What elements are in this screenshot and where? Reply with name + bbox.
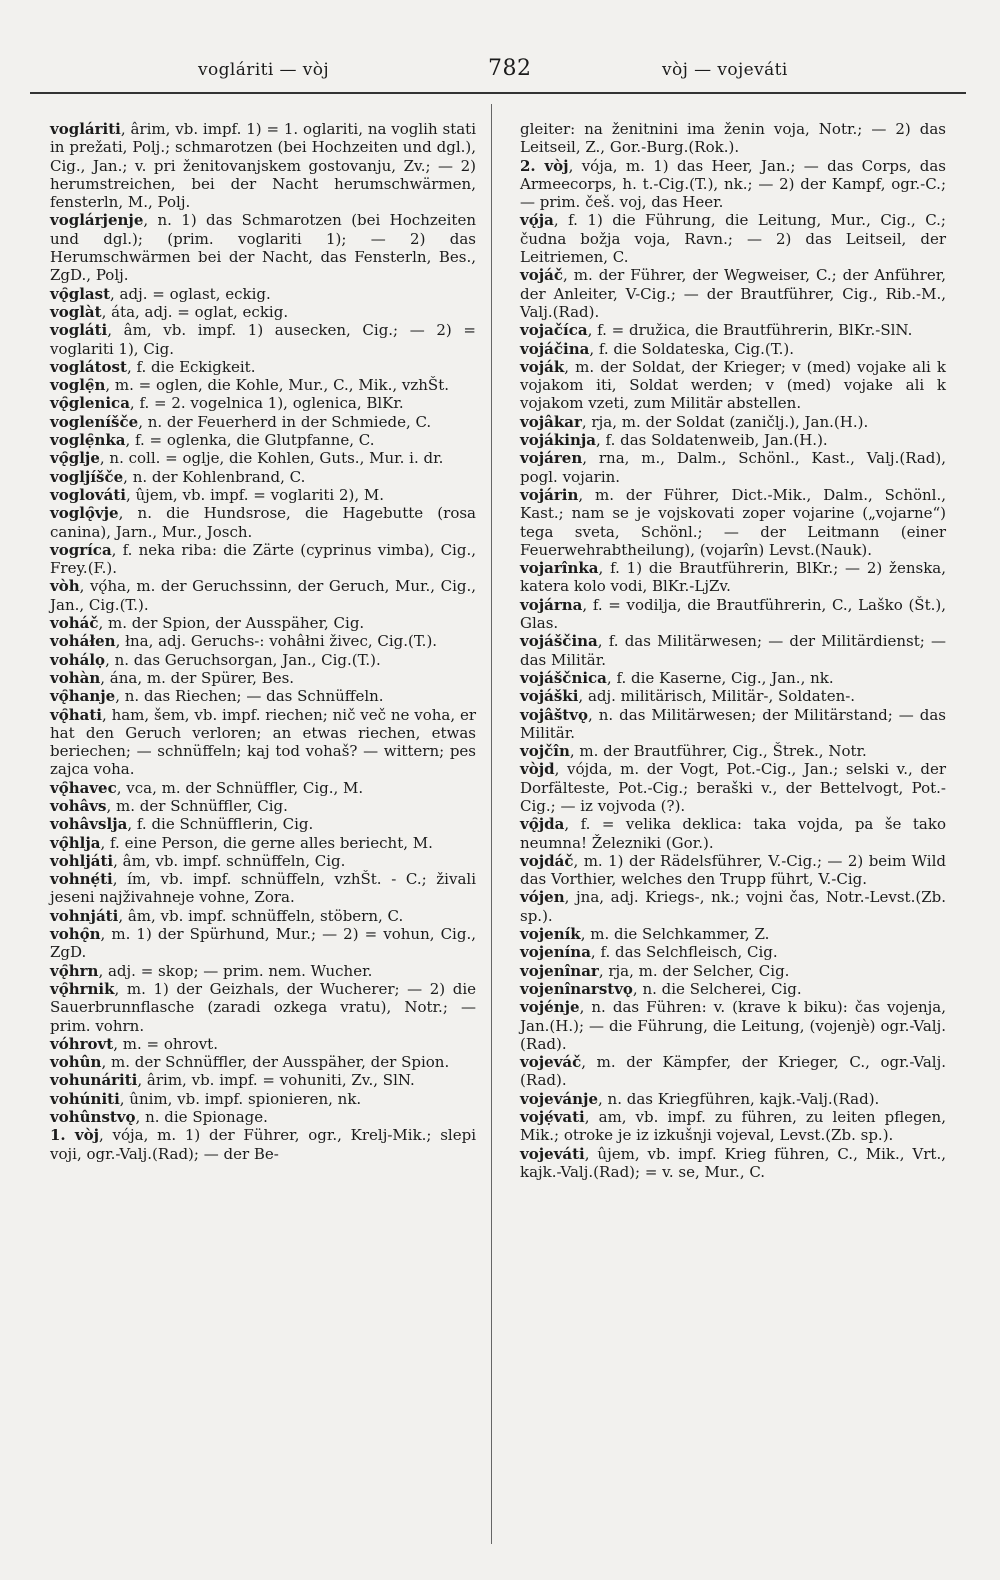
entry-headword: vohúniti — [50, 1089, 120, 1108]
dictionary-entry — [50, 1108, 476, 1126]
dictionary-entry — [50, 431, 476, 449]
dictionary-entry — [520, 120, 946, 157]
dictionary-entry — [50, 706, 476, 779]
entry-headword: vohljáti — [50, 851, 114, 870]
entry-definition: , f. das Soldatenweib, Jan.(H.). — [596, 431, 828, 450]
entry-definition: , m. die Selchkammer, Z. — [580, 925, 770, 944]
entry-definition: , adj. = skop; — prim. nem. Wucher. — [98, 961, 373, 980]
entry-definition: , m. der Führer, der Wegweiser, C.; der Anführer, der Anleiter, V-Cig.; — der Brautführer, Cig., Rib.-M., Valj.(Rad). — [520, 266, 946, 321]
entry-definition: , n. coll. = oglje, die Kohlen, Guts., Mur. i. dr. — [99, 449, 444, 468]
dictionary-entry — [50, 925, 476, 962]
entry-headword: vǫ̑jda — [520, 815, 565, 834]
dictionary-entry — [520, 998, 946, 1053]
entry-definition: , m. der Soldat, der Krieger; v (med) vojake ali k vojakom iti, Soldat werden; v (med) vojake ali k vojakom vzeti, zum Militär abstellen. — [520, 357, 946, 413]
dictionary-entry — [50, 321, 476, 358]
entry-headword: vohâvslja — [50, 815, 128, 834]
entry-definition: , ána, m. der Spürer, Bes. — [100, 668, 295, 687]
entry-headword: vǫ̑hrn — [50, 961, 99, 980]
dictionary-entry — [520, 980, 946, 998]
entry-definition: , n. das Geruchsorgan, Jan., Cig.(T.). — [105, 650, 381, 669]
entry-headword: vohunáriti — [50, 1071, 138, 1090]
entry-headword: vóhrovt — [50, 1034, 114, 1053]
entry-definition: , n. das Führen: v. (krave k biku): čas vojenja, Jan.(H.); — die Führung, die Leitung, (vojenjè) ogr.-Valj.(Rad). — [520, 998, 946, 1053]
entry-definition: , vója, m. 1) das Heer, Jan.; — das Corps, das Armeecorps, h. t.-Cig.(T.), nk.; — 2) der Kampf, ogr.-C.; — prim. češ. voj, das Heer. — [520, 156, 947, 212]
entry-headword: vǫ̑glje — [50, 449, 100, 468]
entry-definition: , áta, adj. = oglat, eckig. — [101, 302, 289, 321]
entry-headword: voháłen — [50, 632, 116, 651]
dictionary-entry — [50, 285, 476, 303]
entry-headword: vojevánje — [520, 1089, 599, 1108]
entry-definition: , m. der Spion, der Ausspäher, Cig. — [98, 614, 365, 633]
entry-definition: , f. = oglenka, die Glutpfanne, C. — [125, 431, 375, 450]
entry-definition: , f. = velika deklica: taka vojda, pa še tako neumna! Železniki (Gor.). — [520, 815, 946, 852]
entry-definition: , rja, m. der Selcher, Cig. — [598, 961, 790, 980]
entry-definition: , âm, vb. impf. 1) ausecken, Cig.; — 2) = voglariti 1), Cig. — [50, 321, 476, 358]
entry-headword: vǫ̑glenica — [50, 394, 130, 413]
entry-definition: , f. das Selchfleisch, Cig. — [590, 943, 778, 962]
entry-headword: vogljíšče — [50, 467, 124, 486]
dictionary-entry — [50, 687, 476, 705]
entry-headword: voháč — [50, 614, 99, 633]
entry-definition: , am, vb. impf. zu führen, zu leiten pflegen, Mik.; otroke je iz izkušnji vojeval, Levst.(Zb. sp.). — [520, 1108, 946, 1145]
dictionary-entry — [520, 687, 946, 705]
entry-definition: , jna, adj. Kriegs-, nk.; vojni čas, Notr.-Levst.(Zb. sp.). — [520, 888, 946, 925]
dictionary-entry — [50, 779, 476, 797]
entry-definition: , vója, m. 1) der Führer, ogr., Krelj-Mik.; slepi voji, ogr.-Valj.(Rad); — der Be- — [50, 1126, 477, 1163]
dictionary-entry — [520, 943, 946, 961]
right-column — [520, 120, 946, 1181]
entry-definition: , m. = oglen, die Kohle, Mur., C., Mik., vzhŠt. — [105, 376, 449, 395]
dictionary-entry — [520, 596, 946, 633]
entry-definition: , ârim, vb. impf. 1) = 1. oglariti, na voglih stati in prežati, Polj.; schmarotzen (bei Hochzeiten und dgl.), Cig., Jan.; v. pri ženitovanjskem gostovanju, Zv.; — 2) herumstreichen, bei der Nacht herumschwärmen, fensterln, M., Polj. — [50, 120, 476, 212]
dictionary-entry — [520, 632, 946, 669]
entry-definition: , rna, m., Dalm., Schönl., Kast., Valj.(Rad), pogl. vojarin. — [520, 449, 946, 486]
entry-headword: vojeváti — [520, 1144, 585, 1163]
entry-headword: vojáščnica — [520, 668, 607, 687]
entry-headword: voglováti — [50, 485, 126, 504]
entry-definition: , n. die Hundsrose, die Hagebutte (rosa canina), Jarn., Mur., Josch. — [50, 504, 476, 541]
entry-definition: , m. 1) der Spürhund, Mur.; — 2) = vohun, Cig., ZgD. — [50, 925, 476, 962]
entry-headword: voják — [520, 357, 565, 376]
dictionary-entry — [50, 394, 476, 412]
entry-definition: , n. der Kohlenbrand, C. — [123, 467, 306, 486]
entry-definition: , m. der Schnüffler, Cig. — [106, 796, 288, 815]
entry-definition: , f. das Militärwesen; — der Militärdienst; — das Militär. — [520, 632, 946, 669]
entry-definition: , n. der Feuerherd in der Schmiede, C. — [138, 412, 432, 431]
entry-headword: vojáčina — [520, 339, 590, 358]
entry-definition: , n. das Riechen; — das Schnüffeln. — [115, 687, 384, 706]
dictionary-entry — [520, 157, 946, 212]
entry-headword: vohàn — [50, 668, 101, 687]
dictionary-entry — [50, 541, 476, 578]
dictionary-entry — [50, 504, 476, 541]
entry-headword: vojákinja — [520, 431, 597, 450]
entry-definition: gleiter: na ženitnini ima ženin voja, Notr.; — 2) das Leitseil, Z., Gor.-Burg.(Rok.). — [520, 120, 946, 157]
entry-headword: voglǫ̑vje — [50, 504, 119, 523]
entry-definition: , m. der Schnüffler, der Ausspäher, der Spion. — [101, 1053, 450, 1072]
entry-headword: vogláriti — [50, 120, 121, 138]
entry-definition: , ârim, vb. impf. = vohuniti, Zv., SlN. — [137, 1071, 415, 1090]
entry-definition: , f. eine Person, die gerne alles beriecht, M. — [100, 833, 433, 852]
dictionary-entry — [520, 706, 946, 743]
entry-headword: vǫ̑hlja — [50, 833, 101, 852]
entry-headword: vohnjáti — [50, 906, 119, 925]
entry-headword: vojárna — [520, 595, 583, 614]
entry-definition: , ûnim, vb. impf. spionieren, nk. — [119, 1089, 362, 1108]
dictionary-entry — [50, 211, 476, 284]
entry-definition: , f. die Kaserne, Cig., Jan., nk. — [606, 668, 834, 687]
dictionary-entry — [520, 742, 946, 760]
dictionary-entry — [520, 669, 946, 687]
dictionary-entry — [50, 120, 476, 211]
entry-headword: vojarînka — [520, 559, 599, 578]
dictionary-entry — [520, 815, 946, 852]
page-number: 782 — [488, 56, 532, 81]
entry-headword: vǫ̑hrnik — [50, 979, 115, 998]
entry-definition: , łna, adj. Geruchs-: vohâłni živec, Cig.(T.). — [115, 632, 438, 651]
entry-definition: , m. der Brautführer, Cig., Štrek., Notr. — [569, 742, 867, 761]
header-left-guide: vogláriti — vòj — [198, 60, 330, 80]
entry-headword: vojdáč — [520, 851, 574, 870]
entry-headword: vohâvs — [50, 796, 107, 815]
dictionary-entry — [50, 669, 476, 687]
entry-definition: , ham, šem, vb. impf. riechen; nič več ne voha, er hat den Geruch verloren; an etwas riechen, etwas beriechen; — schnüffeln; kaj tod vohaš? — wittern; pes zajca voha. — [50, 705, 476, 779]
dictionary-entry — [50, 449, 476, 467]
entry-definition: , vójda, m. der Vogt, Pot.-Cig., Jan.; selski v., der Dorfälteste, Pot.-Cig.; beraški v., der Bettelvogt, Pot.-Cig.; — iz vojvoda (?). — [520, 760, 946, 815]
entry-definition: , n. das Kriegführen, kajk.-Valj.(Rad). — [598, 1089, 880, 1108]
column-divider — [491, 104, 492, 1544]
left-column — [50, 120, 476, 1163]
entry-headword: vǫ̑hati — [50, 705, 102, 724]
entry-definition: , vca, m. der Schnüffler, Cig., M. — [116, 778, 364, 797]
entry-headword: vojčîn — [520, 742, 570, 761]
entry-headword: vǫ́ja — [520, 211, 554, 230]
dictionary-entry — [50, 907, 476, 925]
entry-definition: , m. 1) der Rädelsführer, V.-Cig.; — 2) beim Wild das Vorthier, welches den Trupp führt, V.-Cig. — [520, 851, 946, 889]
dictionary-entry — [520, 1108, 946, 1145]
dictionary-entry — [520, 760, 946, 815]
dictionary-entry — [50, 797, 476, 815]
entry-definition: , ím, vb. impf. schnüffeln, vzhŠt. - C.; živali jeseni najživahneje vohne, Zora. — [50, 870, 476, 907]
entry-definition: , f. 1) die Brautführerin, BlKr.; — 2) ženska, katera kolo vodi, BlKr.-LjZv. — [520, 559, 946, 596]
entry-definition: , adj. militärisch, Militär-, Soldaten-. — [578, 687, 856, 706]
dictionary-entry — [50, 577, 476, 614]
entry-definition: , m. der Führer, Dict.-Mik., Dalm., Schönl., Kast.; nam se je vojskovati zoper vojarine („vojarne“) tega sveta, Schönl.; — der Leitmann (einer Feuerwehrabtheilung), (vojarîn) Levst.(Nauk). — [520, 485, 946, 559]
entry-definition: , adj. = oglast, eckig. — [110, 284, 271, 303]
dictionary-entry — [50, 1035, 476, 1053]
entry-definition: , m. 1) der Geizhals, der Wucherer; — 2) die Sauerbrunnflasche (zaradi ozkega vratu), Notr.; — prim. vohrn. — [50, 979, 476, 1035]
dictionary-entry — [50, 1071, 476, 1089]
entry-headword: voglẹ̑nka — [50, 431, 126, 450]
entry-headword: vohûnstvǫ — [50, 1108, 136, 1127]
entry-headword: vohǫ̑n — [50, 925, 101, 944]
running-header — [30, 52, 966, 94]
entry-definition: , f. = 2. vogelnica 1), oglenica, BlKr. — [129, 394, 404, 413]
entry-definition: , vǫ́ha, m. der Geruchssinn, der Geruch, Mur., Cig., Jan., Cig.(T.). — [50, 577, 476, 614]
dictionary-entry — [50, 468, 476, 486]
entry-headword: 1. vòj — [50, 1126, 100, 1145]
dictionary-entry — [520, 449, 946, 486]
entry-definition: , f. = družica, die Brautführerin, BlKr.-SlN. — [587, 321, 913, 340]
entry-headword: vojačíca — [520, 321, 588, 340]
entry-headword: voјáč — [520, 266, 564, 285]
entry-headword: vǫ̑glast — [50, 284, 110, 303]
entry-headword: voglàt — [50, 302, 102, 321]
dictionary-entry — [50, 1126, 476, 1163]
entry-definition: , n. 1) das Schmarotzen (bei Hochzeiten und dgl.); (prim. voglariti 1); — 2) das Herumschwärmen bei der Nacht, das Fensterln, Bes., ZgD., Polj. — [50, 211, 476, 285]
dictionary-entry — [50, 303, 476, 321]
entry-definition: , f. = vodilja, die Brautführerin, C., Laško (Št.), Glas. — [520, 595, 946, 633]
dictionary-entry — [520, 413, 946, 431]
entry-headword: vojeník — [520, 925, 581, 944]
entry-definition: , âm, vb. impf. schnüffeln, Cig. — [113, 851, 346, 870]
dictionary-entry — [50, 1090, 476, 1108]
dictionary-entry — [50, 834, 476, 852]
entry-definition: , n. die Spionage. — [135, 1108, 268, 1127]
dictionary-entry — [520, 888, 946, 925]
dictionary-entry — [50, 651, 476, 669]
dictionary-entry — [520, 358, 946, 413]
dictionary-entry — [520, 852, 946, 889]
dictionary-entry — [520, 559, 946, 596]
entry-headword: vojáren — [520, 449, 583, 468]
dictionary-entry — [50, 870, 476, 907]
dictionary-entry — [50, 632, 476, 650]
dictionary-entry — [520, 962, 946, 980]
dictionary-entry — [520, 340, 946, 358]
dictionary-entry — [50, 614, 476, 632]
dictionary-entry — [520, 431, 946, 449]
entry-definition: , f. die Schnüfflerin, Cig. — [127, 815, 314, 834]
entry-headword: voglátost — [50, 357, 127, 376]
dictionary-entry — [520, 321, 946, 339]
dictionary-entry — [520, 486, 946, 559]
dictionary-entry — [50, 962, 476, 980]
entry-definition: , f. die Eckigkeit. — [126, 357, 256, 376]
entry-headword: vojenína — [520, 943, 591, 962]
entry-headword: vohûn — [50, 1053, 102, 1072]
entry-definition: , ûjem, vb. impf. = voglariti 2), M. — [125, 485, 385, 504]
dictionary-entry — [520, 925, 946, 943]
entry-headword: vojáščina — [520, 632, 598, 651]
entry-headword: voglẹ̑n — [50, 376, 106, 395]
entry-definition: , ûjem, vb. impf. Krieg führen, C., Mik., Vrt., kajk.-Valj.(Rad); = v. se, Mur., C. — [520, 1144, 946, 1181]
entry-headword: vòh — [50, 577, 80, 596]
entry-headword: voglárjenje — [50, 211, 144, 230]
entry-definition: , f. die Soldateska, Cig.(T.). — [589, 339, 794, 358]
entry-definition: , m. = ohrovt. — [113, 1034, 218, 1053]
entry-headword: vojenînarstvǫ — [520, 979, 633, 998]
dictionary-entry — [50, 376, 476, 394]
entry-definition: , n. die Selcherei, Cig. — [632, 979, 802, 998]
entry-headword: vòjd — [520, 760, 555, 779]
entry-headword: vohnẹ́ti — [50, 870, 113, 889]
dictionary-entry — [50, 980, 476, 1035]
entry-headword: vójen — [520, 888, 565, 907]
dictionary-entry — [50, 1053, 476, 1071]
entry-headword: vojenînar — [520, 961, 599, 980]
dictionary-entry — [520, 211, 946, 266]
entry-headword: 2. vòj — [520, 156, 569, 175]
entry-definition: , âm, vb. impf. schnüffeln, stöbern, C. — [118, 906, 404, 925]
entry-headword: vogláti — [50, 321, 108, 340]
dictionary-entry — [520, 1053, 946, 1090]
entry-headword: vojénje — [520, 998, 580, 1017]
entry-definition: , f. neka riba: die Zärte (cyprinus vimba), Cig., Frey.(F.). — [50, 540, 476, 578]
header-right-guide: vòj — vojeváti — [662, 60, 788, 80]
entry-definition: , f. 1) die Führung, die Leitung, Mur., Cig., C.; čudna božja voja, Ravn.; — 2) das Leitseil, der Leitriemen, C. — [520, 211, 946, 267]
entry-headword: vojáški — [520, 687, 579, 706]
entry-headword: vogríca — [50, 540, 112, 559]
dictionary-entry — [50, 486, 476, 504]
entry-headword: vogleníšče — [50, 412, 139, 431]
entry-definition: , n. das Militärwesen; der Militärstand; — das Militär. — [520, 705, 946, 742]
entry-headword: vǫ̑havec — [50, 778, 117, 797]
dictionary-entry — [50, 852, 476, 870]
entry-headword: vǫ̑hanje — [50, 687, 116, 706]
dictionary-entry — [50, 358, 476, 376]
entry-definition: , m. der Kämpfer, der Krieger, C., ogr.-Valj.(Rad). — [520, 1053, 946, 1090]
dictionary-entry — [50, 413, 476, 431]
entry-headword: vojâkar — [520, 412, 582, 431]
entry-headword: vojeváč — [520, 1053, 582, 1072]
entry-headword: vojẹ́vati — [520, 1108, 585, 1127]
entry-headword: vohálọ — [50, 650, 106, 669]
dictionary-entry — [50, 815, 476, 833]
entry-headword: vojâštvǫ — [520, 705, 588, 724]
dictionary-entry — [520, 1090, 946, 1108]
dictionary-entry — [520, 266, 946, 321]
entry-headword: vojárin — [520, 485, 579, 504]
dictionary-entry — [520, 1145, 946, 1182]
entry-definition: , rja, m. der Soldat (zaničlj.), Jan.(H.). — [581, 412, 869, 431]
